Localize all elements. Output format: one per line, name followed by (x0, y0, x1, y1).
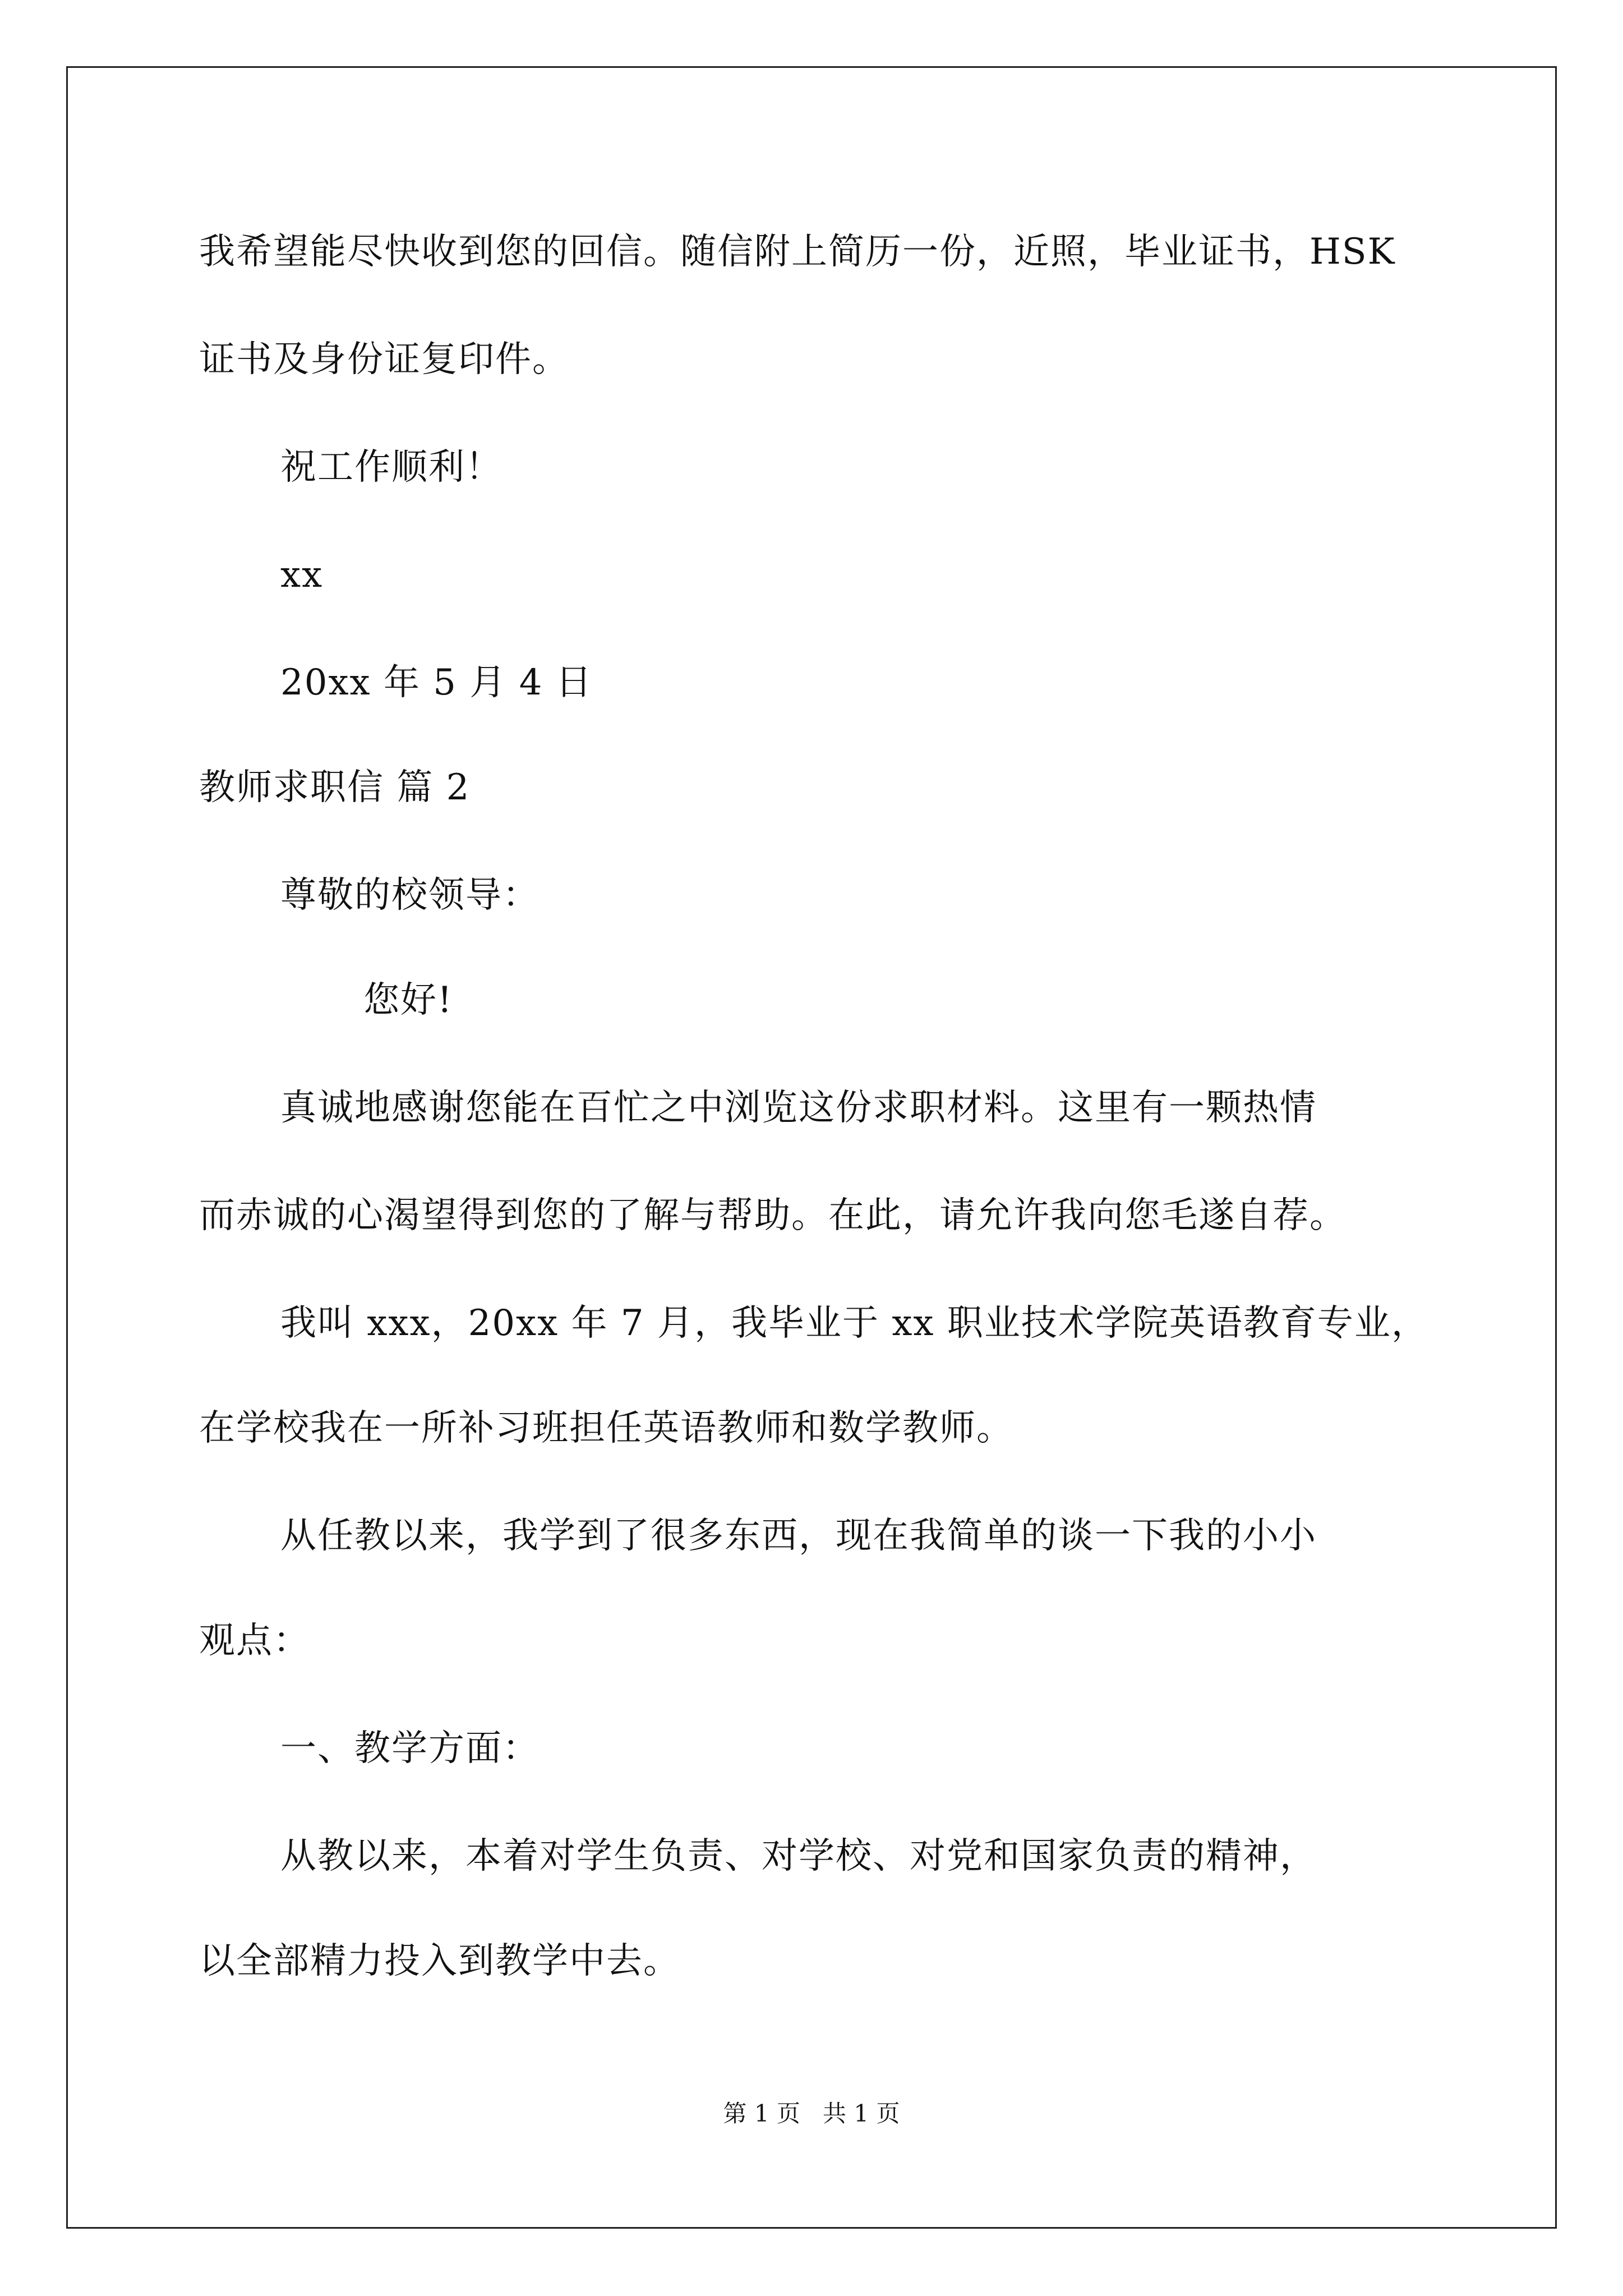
body-text-line: 以全部精力投入到教学中去。 (199, 1940, 680, 1982)
closing-wish: 祝工作顺利！ (280, 447, 502, 488)
body-text-line: 在学校我在一所补习班担任英语教师和数学教师。 (199, 1407, 1013, 1449)
greeting: 您好! (363, 979, 453, 1021)
section-heading: 教师求职信 篇 2 (199, 767, 471, 808)
page-footer: 第 1 页 共 1 页 (723, 2100, 900, 2127)
body-text-line: 真诚地感谢您能在百忙之中浏览这份求职材料。这里有一颗热情 (280, 1087, 1317, 1129)
body-text-line: 证书及身份证复印件。 (199, 339, 569, 380)
page-frame (66, 66, 1557, 2229)
signature-name: xx (280, 554, 324, 596)
salutation: 尊敬的校领导： (280, 875, 540, 916)
signature-date: 20xx 年 5 月 4 日 (280, 662, 593, 703)
subsection-heading: 一、教学方面： (280, 1728, 540, 1769)
body-text-line: 从教以来，本着对学生负责、对学校、对党和国家负责的精神， (280, 1835, 1317, 1877)
body-text-line: 从任教以来，我学到了很多东西，现在我简单的谈一下我的小小 (280, 1515, 1317, 1557)
body-text-line: 而赤诚的心渴望得到您的了解与帮助。在此，请允许我向您毛遂自荐。 (199, 1195, 1347, 1236)
body-text-line: 我希望能尽快收到您的回信。随信附上简历一份，近照，毕业证书，HSK (199, 231, 1396, 273)
body-text-line: 观点： (199, 1620, 310, 1662)
body-text-line: 我叫 xxx，20xx 年 7 月，我毕业于 xx 职业技术学院英语教育专业， (280, 1303, 1428, 1344)
